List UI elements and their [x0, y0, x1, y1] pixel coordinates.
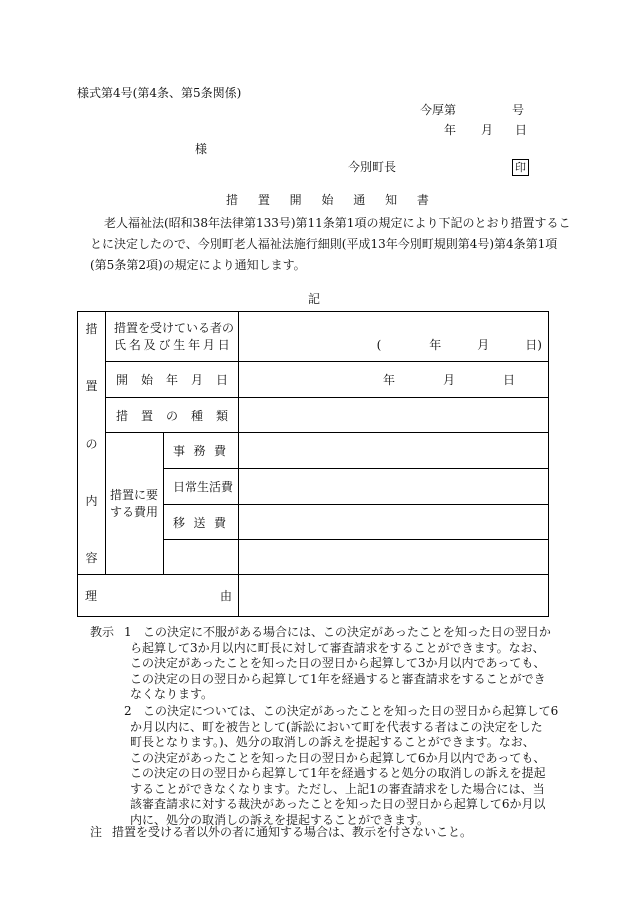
body-line-1: 老人福祉法(昭和38年法律第133号)第11条第1項の規定により下記のとおり措置するこ — [104, 216, 571, 230]
cost-label-line-2: する費用 — [110, 504, 159, 519]
item-1-text — [130, 625, 551, 703]
label-char: 年 — [165, 373, 178, 387]
item-2-number: 2 — [124, 704, 132, 718]
cost-transport-label — [164, 505, 239, 540]
form-label: 様式第4号(第4条、第5条関係) — [77, 86, 242, 100]
side-label-char: の — [85, 436, 98, 451]
note-line: なくなります。 — [130, 687, 214, 701]
side-label-char: 措 — [85, 322, 98, 336]
cost-label-cell — [106, 433, 164, 575]
note-line: 内に、処分の取消しの訴えを提起することができます。 — [130, 812, 430, 827]
date-month: 月 — [481, 123, 494, 137]
note-line: この決定については、この決定があったことを知った日の翌日から起算して6 — [143, 704, 559, 718]
ki-heading: 記 — [308, 292, 321, 306]
label-char: 種 — [190, 408, 203, 423]
cost-living-label — [164, 469, 239, 505]
cost-transport-value[interactable] — [239, 505, 549, 540]
item-1-number: 1 — [124, 625, 132, 639]
measure-table — [77, 311, 549, 617]
reason-left: 理 — [85, 589, 98, 603]
start-date-field: 年 月 日 — [383, 373, 516, 387]
label-char: 日 — [215, 373, 228, 387]
label-char: 移 — [173, 515, 186, 530]
cost-living-value[interactable] — [239, 469, 549, 505]
label-char: 務 — [193, 444, 206, 458]
note-line: することができなくなります。ただし、上記1の審査請求をした場合には、当 — [130, 781, 545, 796]
label-char: 始 — [140, 373, 153, 387]
body-line-2: とに決定したので、今別町老人福祉法施行細則(平成13年今別町規則第4号)第4条第1項 — [90, 237, 558, 251]
chu-label: 注 — [90, 825, 103, 839]
note-line: 町長となります。)、処分の取消しの訴えを提起することができます。なお、 — [130, 735, 535, 749]
seal-mark: 印 — [512, 159, 529, 176]
row-person-label — [106, 312, 239, 362]
reason-right: 由 — [219, 589, 232, 603]
note-line: か月以内に、町を被告として(訴訟において町を代表する者はこの決定をした — [130, 719, 543, 734]
cost-living-text: 日常生活費 — [173, 480, 234, 494]
label-char: 事 — [173, 444, 186, 458]
note-line: この決定の日の翌日から起算して1年を経過すると審査請求をすることができ — [130, 671, 546, 686]
note-line: この決定に不服がある場合には、この決定があったことを知った日の翌日か — [143, 625, 551, 639]
note-line: この決定があったことを知った日の翌日から起算して3か月以内であっても、 — [130, 656, 546, 670]
side-label-char: 置 — [85, 379, 98, 394]
label-char: 措 — [116, 408, 129, 423]
note-line: この決定があったことを知った日の翌日から起算して6か月以内であっても、 — [130, 750, 546, 765]
label-char: 送 — [193, 515, 206, 530]
row-start-date-label — [106, 362, 239, 398]
issuer-name: 今別町長 — [348, 160, 397, 174]
label-char: 費 — [213, 515, 226, 530]
date-day: 日 — [515, 123, 528, 137]
person-label-line-1: 措置を受けている者の — [114, 320, 235, 335]
person-value-cell[interactable] — [239, 312, 549, 362]
type-value-cell[interactable] — [239, 398, 549, 433]
cost-extra-value[interactable] — [239, 540, 549, 575]
body-line-3: (第5条第2項)の規定により通知します。 — [90, 258, 306, 272]
label-char: 月 — [190, 373, 203, 387]
reason-label-cell — [78, 575, 239, 617]
reason-value-cell[interactable] — [239, 575, 549, 617]
start-date-value-cell[interactable] — [239, 362, 549, 398]
side-label-char: 容 — [85, 551, 98, 565]
document-number-prefix: 今厚第 — [420, 103, 457, 117]
note-line: この決定の日の翌日から起算して1年を経過すると処分の取消しの訴えを提起 — [130, 766, 546, 780]
kyoji-label: 教示 — [90, 625, 115, 639]
cost-extra-label — [164, 540, 239, 575]
addressee-suffix: 様 — [195, 142, 208, 156]
document-number-suffix: 号 — [512, 103, 525, 117]
side-label-cell — [78, 312, 106, 575]
label-char: 開 — [116, 373, 129, 387]
person-label-line-2: 氏 名 及 び 生 年 月 日 — [114, 337, 230, 352]
cost-label-line-1: 措置に要 — [110, 487, 159, 502]
side-label-char: 内 — [85, 493, 98, 508]
item-2-text — [130, 704, 559, 828]
date-year: 年 — [444, 123, 457, 137]
cost-admin-value[interactable] — [239, 433, 549, 469]
chu-text: 措置を受ける者以外の者に通知する場合は、教示を付さないこと。 — [112, 825, 473, 839]
document-title: 措 置 開 始 通 知 書 — [226, 193, 437, 207]
label-char: 置 — [140, 408, 153, 423]
label-char: 費 — [213, 444, 226, 458]
label-char: の — [165, 408, 178, 423]
note-line: 該審査請求に対する裁決があったことを知った日の翌日から起算して6か月以 — [130, 797, 546, 811]
cost-admin-label — [164, 433, 239, 469]
birthdate-field: ( 年 月 日) — [376, 338, 542, 352]
label-char: 類 — [215, 408, 228, 423]
note-line: ら起算して3か月以内に町長に対して審査請求をすることができます。なお、 — [130, 640, 545, 655]
row-type-label — [106, 398, 239, 433]
